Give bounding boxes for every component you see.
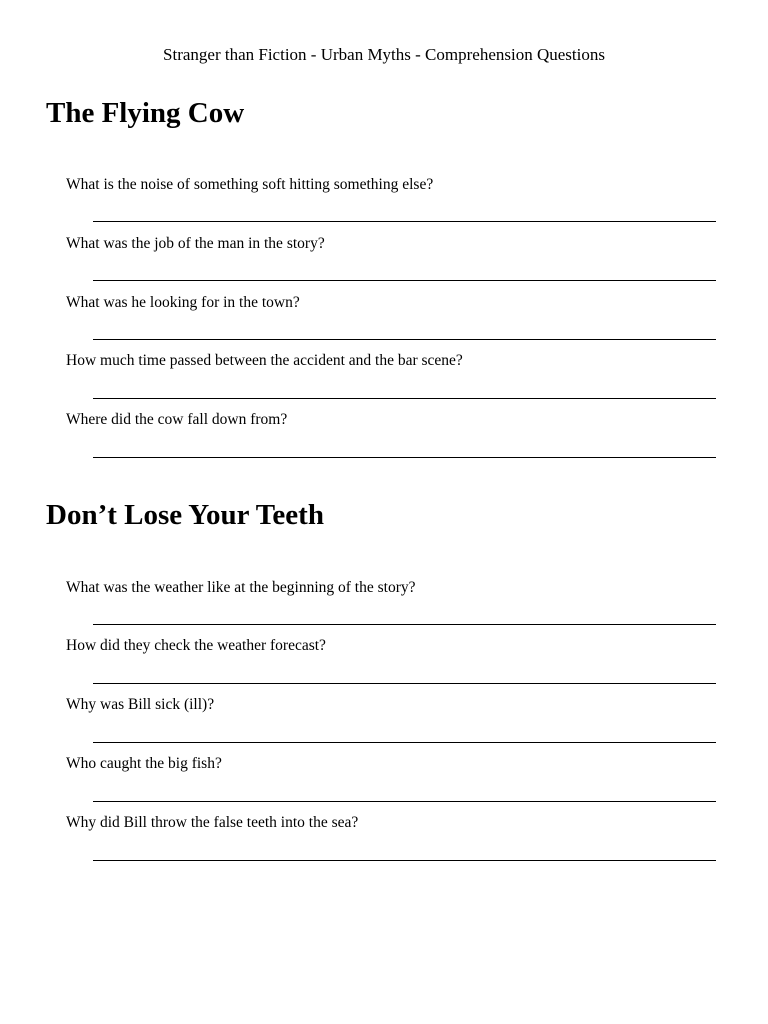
worksheet-header: Stranger than Fiction - Urban Myths - Comprehension Questions (163, 45, 605, 64)
section-title-flying-cow: The Flying Cow (46, 97, 245, 129)
question-text: Why was Bill sick (ill)? (66, 696, 215, 713)
question-text: What was the job of the man in the story? (66, 235, 325, 252)
question-text: What is the noise of something soft hitting something else? (66, 176, 434, 193)
answer-line[interactable] (93, 683, 716, 684)
question-text: Why did Bill throw the false teeth into the sea? (66, 814, 359, 831)
question-text: How did they check the weather forecast? (66, 637, 326, 654)
answer-line[interactable] (93, 280, 716, 281)
question-text: Who caught the big fish? (66, 755, 222, 772)
section-title-dont-lose-your-teeth: Don’t Lose Your Teeth (46, 499, 324, 531)
answer-line[interactable] (93, 860, 716, 861)
answer-line[interactable] (93, 398, 716, 399)
answer-line[interactable] (93, 457, 716, 458)
question-text: What was he looking for in the town? (66, 294, 300, 311)
answer-line[interactable] (93, 742, 716, 743)
answer-line[interactable] (93, 801, 716, 802)
question-text: What was the weather like at the beginning of the story? (66, 579, 416, 596)
question-text: Where did the cow fall down from? (66, 411, 288, 428)
answer-line[interactable] (93, 221, 716, 222)
answer-line[interactable] (93, 339, 716, 340)
question-text: How much time passed between the accident and the bar scene? (66, 352, 463, 369)
answer-line[interactable] (93, 624, 716, 625)
